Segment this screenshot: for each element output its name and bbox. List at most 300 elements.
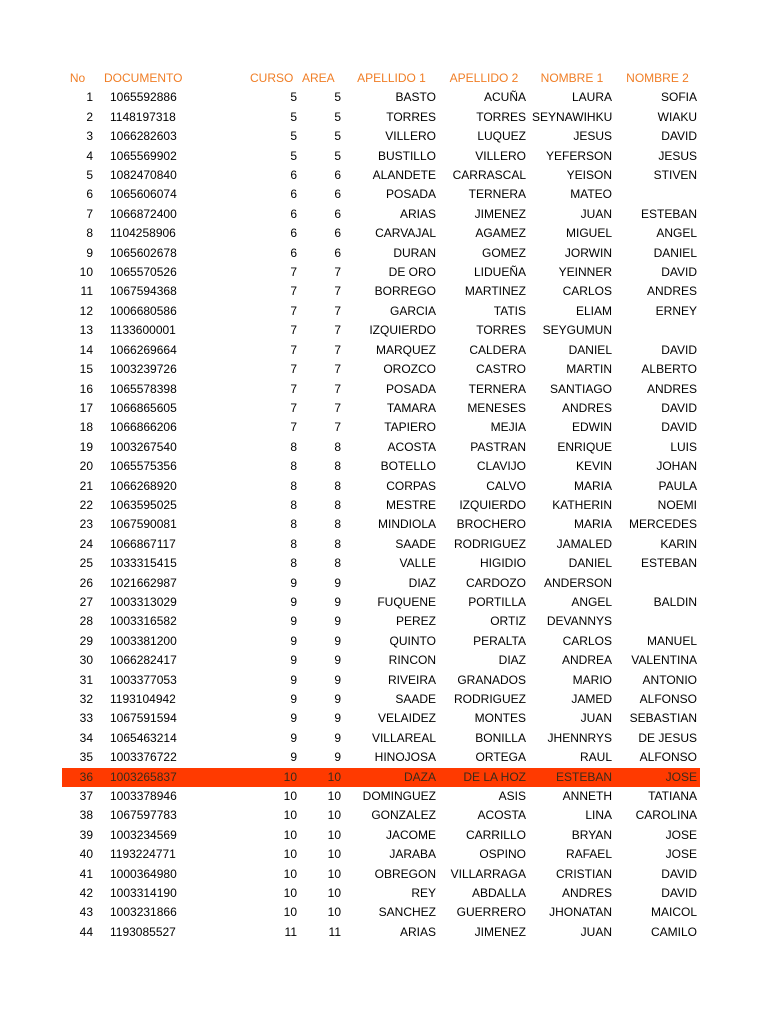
cell-area: 5 bbox=[334, 148, 341, 163]
cell-curso: 9 bbox=[290, 614, 297, 629]
cell-curso: 5 bbox=[290, 129, 297, 144]
cell-apellido-2: GRANADOS bbox=[457, 672, 526, 687]
cell-apellido-1: MESTRE bbox=[385, 497, 436, 512]
cell-apellido-2: TORRES bbox=[476, 109, 526, 124]
cell-apellido-2: CARDOZO bbox=[466, 575, 526, 590]
cell-apellido-1: CORPAS bbox=[386, 478, 436, 493]
table-row bbox=[62, 826, 700, 845]
cell-documento: 1066269664 bbox=[110, 342, 177, 357]
cell-nombre-1: YEISON bbox=[566, 168, 612, 183]
cell-no: 17 bbox=[79, 400, 93, 415]
cell-no: 31 bbox=[79, 672, 93, 687]
cell-apellido-1: TORRES bbox=[386, 109, 436, 124]
cell-documento: 1065592886 bbox=[110, 90, 177, 105]
cell-nombre-2: ESTEBAN bbox=[640, 206, 697, 221]
cell-nombre-2: ANTONIO bbox=[642, 672, 697, 687]
cell-apellido-2: ORTEGA bbox=[475, 750, 526, 765]
cell-nombre-2: DAVID bbox=[661, 129, 697, 144]
cell-nombre-1: MIGUEL bbox=[565, 226, 612, 241]
header-area: AREA bbox=[302, 71, 335, 85]
cell-apellido-1: MARQUEZ bbox=[376, 342, 436, 357]
cell-area: 9 bbox=[334, 672, 341, 687]
cell-apellido-2: VILLARRAGA bbox=[450, 866, 526, 881]
cell-apellido-2: HIGIDIO bbox=[479, 556, 526, 571]
cell-curso: 8 bbox=[290, 556, 297, 571]
cell-nombre-1: DANIEL bbox=[568, 342, 612, 357]
cell-nombre-1: ANDRES bbox=[561, 886, 612, 901]
table-row bbox=[62, 244, 700, 263]
cell-nombre-1: JORWIN bbox=[564, 245, 612, 260]
cell-nombre-1: LINA bbox=[585, 808, 612, 823]
cell-nombre-1: LAURA bbox=[571, 90, 612, 105]
table-row bbox=[62, 787, 700, 806]
cell-apellido-2: MEJIA bbox=[490, 420, 526, 435]
table-row bbox=[62, 185, 700, 204]
cell-no: 32 bbox=[79, 692, 93, 706]
cell-apellido-1: GARCIA bbox=[389, 303, 436, 318]
cell-area: 10 bbox=[327, 847, 341, 862]
cell-documento: 1065569902 bbox=[110, 148, 177, 163]
cell-apellido-1: SANCHEZ bbox=[378, 905, 436, 920]
cell-no: 6 bbox=[86, 187, 93, 202]
cell-apellido-2: CLAVIJO bbox=[476, 459, 526, 474]
header-no: No bbox=[69, 71, 86, 85]
cell-nombre-2: DAVID bbox=[661, 866, 697, 881]
cell-apellido-1: SAADE bbox=[395, 692, 436, 706]
cell-no: 1 bbox=[86, 90, 93, 105]
cell-apellido-2: ACUÑA bbox=[483, 90, 526, 105]
cell-no: 2 bbox=[86, 109, 93, 124]
cell-nombre-2: TATIANA bbox=[648, 789, 697, 804]
cell-documento: 1063595025 bbox=[110, 497, 177, 512]
cell-area: 10 bbox=[300, 768, 344, 787]
table-row bbox=[62, 729, 700, 748]
cell-documento: 1003234569 bbox=[110, 827, 177, 842]
cell-area: 9 bbox=[334, 594, 341, 609]
cell-apellido-1: HINOJOSA bbox=[374, 750, 436, 765]
cell-no: 16 bbox=[79, 381, 93, 396]
cell-nombre-2: PAULA bbox=[658, 478, 697, 493]
cell-nombre-1: JHENNRYS bbox=[547, 730, 612, 745]
cell-apellido-2: BROCHERO bbox=[456, 517, 526, 532]
cell-apellido-1: BORREGO bbox=[374, 284, 436, 299]
cell-documento: 1067594368 bbox=[110, 284, 177, 299]
cell-curso: 7 bbox=[290, 265, 297, 280]
cell-documento: 1066282603 bbox=[110, 129, 177, 144]
cell-area: 6 bbox=[334, 187, 341, 202]
cell-curso: 9 bbox=[290, 672, 297, 687]
cell-curso: 6 bbox=[290, 245, 297, 260]
cell-nombre-1: ANGEL bbox=[571, 594, 612, 609]
table-row bbox=[62, 224, 700, 243]
cell-no: 30 bbox=[79, 653, 93, 668]
cell-curso: 8 bbox=[290, 478, 297, 493]
cell-apellido-1: VILLERO bbox=[385, 129, 436, 144]
cell-no: 36 bbox=[62, 768, 96, 787]
cell-nombre-1: MATEO bbox=[570, 187, 612, 202]
cell-curso: 9 bbox=[290, 653, 297, 668]
cell-documento: 1065463214 bbox=[110, 730, 177, 745]
cell-apellido-1: OBREGON bbox=[374, 866, 436, 881]
cell-documento: 1193104942 bbox=[110, 692, 176, 706]
cell-nombre-1: JESUS bbox=[573, 129, 612, 144]
cell-no: 35 bbox=[79, 750, 93, 765]
cell-area: 10 bbox=[327, 886, 341, 901]
cell-nombre-1: ANNETH bbox=[562, 789, 612, 804]
cell-curso: 10 bbox=[283, 886, 297, 901]
cell-curso: 7 bbox=[290, 303, 297, 318]
cell-apellido-2: LUQUEZ bbox=[477, 129, 526, 144]
table-row bbox=[62, 574, 700, 593]
cell-area: 8 bbox=[334, 517, 341, 532]
cell-nombre-1: RAFAEL bbox=[565, 847, 612, 862]
table-row bbox=[62, 884, 700, 903]
cell-apellido-2: CALVO bbox=[486, 478, 526, 493]
cell-apellido-1: QUINTO bbox=[389, 633, 436, 648]
cell-nombre-2: JOSE bbox=[665, 827, 697, 842]
cell-apellido-1: RIVEIRA bbox=[387, 672, 436, 687]
cell-nombre-2: JOSE bbox=[665, 847, 697, 862]
cell-no: 42 bbox=[79, 886, 93, 901]
header-apellido-1: APELLIDO 1 bbox=[357, 71, 426, 85]
cell-apellido-1: IZQUIERDO bbox=[369, 323, 436, 338]
cell-apellido-1: PEREZ bbox=[395, 614, 436, 629]
student-table bbox=[62, 69, 700, 942]
cell-apellido-1: DE ORO bbox=[388, 265, 436, 280]
table-row bbox=[62, 903, 700, 922]
cell-documento: 1033315415 bbox=[110, 556, 177, 571]
cell-no: 27 bbox=[79, 594, 93, 609]
cell-apellido-1: JACOME bbox=[385, 827, 436, 842]
cell-area: 6 bbox=[334, 206, 341, 221]
cell-no: 26 bbox=[79, 575, 93, 590]
cell-no: 24 bbox=[79, 536, 93, 551]
cell-no: 8 bbox=[86, 226, 93, 241]
cell-apellido-1: MINDIOLA bbox=[377, 517, 436, 532]
cell-curso: 9 bbox=[290, 575, 297, 590]
cell-apellido-2: RODRIGUEZ bbox=[454, 692, 526, 706]
table-row bbox=[62, 380, 700, 399]
cell-apellido-2: CARRASCAL bbox=[452, 168, 526, 183]
cell-nombre-2: JOHAN bbox=[656, 459, 697, 474]
cell-area: 7 bbox=[334, 362, 341, 377]
cell-no: 23 bbox=[79, 517, 93, 532]
header-nombre-2: NOMBRE 2 bbox=[626, 71, 689, 85]
cell-documento: 1082470840 bbox=[110, 168, 177, 183]
cell-documento: 1065570526 bbox=[110, 265, 177, 280]
cell-nombre-2: ALFONSO bbox=[639, 692, 697, 706]
cell-no: 4 bbox=[86, 148, 93, 163]
header-documento: DOCUMENTO bbox=[104, 71, 183, 85]
table-row bbox=[62, 651, 700, 670]
cell-no: 39 bbox=[79, 827, 93, 842]
cell-nombre-2: DANIEL bbox=[653, 245, 697, 260]
cell-nombre-1: CARLOS bbox=[562, 284, 612, 299]
cell-area: 9 bbox=[334, 692, 341, 706]
cell-nombre-1: DEVANNYS bbox=[546, 614, 612, 629]
cell-area: 8 bbox=[334, 439, 341, 454]
cell-nombre-1: JUAN bbox=[580, 206, 612, 221]
table-row bbox=[62, 263, 700, 282]
cell-apellido-2: BONILLA bbox=[475, 730, 526, 745]
cell-nombre-2: ANGEL bbox=[656, 226, 697, 241]
cell-apellido-2: CARRILLO bbox=[465, 827, 526, 842]
cell-documento: 1003239726 bbox=[110, 362, 177, 377]
cell-curso: 7 bbox=[290, 342, 297, 357]
cell-area: 6 bbox=[334, 168, 341, 183]
cell-area: 7 bbox=[334, 265, 341, 280]
cell-no: 11 bbox=[80, 284, 93, 299]
cell-curso: 7 bbox=[290, 284, 297, 299]
cell-documento: 1066282417 bbox=[110, 653, 177, 668]
cell-documento: 1000364980 bbox=[110, 866, 177, 881]
cell-nombre-2: CAMILO bbox=[650, 924, 697, 939]
cell-nombre-2 bbox=[615, 185, 700, 204]
cell-curso: 10 bbox=[283, 827, 297, 842]
table-row bbox=[62, 399, 700, 418]
cell-apellido-1: SAADE bbox=[395, 536, 436, 551]
cell-nombre-2: ERNEY bbox=[655, 303, 697, 318]
cell-apellido-2: LIDUEÑA bbox=[473, 265, 526, 280]
cell-nombre-2: NOEMI bbox=[657, 497, 697, 512]
cell-no: 43 bbox=[79, 905, 93, 920]
cell-documento: 1003376722 bbox=[110, 750, 177, 765]
cell-apellido-1: ALANDETE bbox=[372, 168, 436, 183]
cell-nombre-2: ALFONSO bbox=[639, 750, 697, 765]
cell-nombre-1: MARIA bbox=[573, 478, 612, 493]
cell-documento: 1067597783 bbox=[110, 808, 177, 823]
cell-apellido-1: BASTO bbox=[395, 90, 436, 105]
cell-apellido-1: VILLAREAL bbox=[371, 730, 436, 745]
cell-area: 5 bbox=[334, 109, 341, 124]
cell-apellido-1: OROZCO bbox=[383, 362, 436, 377]
cell-apellido-1: ARIAS bbox=[399, 924, 436, 939]
table-row bbox=[62, 748, 700, 767]
cell-no: 37 bbox=[79, 789, 93, 804]
cell-documento: 1066865605 bbox=[110, 400, 177, 415]
cell-area: 7 bbox=[334, 303, 341, 318]
cell-nombre-1: KATHERIN bbox=[552, 497, 612, 512]
cell-apellido-2: MARTINEZ bbox=[464, 284, 526, 299]
cell-documento: 1003377053 bbox=[110, 672, 177, 687]
cell-area: 7 bbox=[334, 284, 341, 299]
cell-apellido-2: GUERRERO bbox=[456, 905, 526, 920]
cell-apellido-2: PERALTA bbox=[473, 633, 526, 648]
cell-apellido-2: JIMENEZ bbox=[474, 924, 526, 939]
cell-curso: 9 bbox=[290, 730, 297, 745]
cell-apellido-2: VILLERO bbox=[475, 148, 526, 163]
cell-nombre-2: ALBERTO bbox=[641, 362, 697, 377]
cell-documento: 1066866206 bbox=[110, 420, 177, 435]
table-row bbox=[62, 593, 700, 612]
cell-nombre-1: JAMALED bbox=[556, 536, 612, 551]
cell-nombre-1: MARTIN bbox=[566, 362, 612, 377]
cell-apellido-1: FUQUENE bbox=[377, 594, 436, 609]
cell-apellido-1: TAMARA bbox=[386, 400, 436, 415]
cell-nombre-1: JUAN bbox=[580, 711, 612, 726]
cell-no: 29 bbox=[79, 633, 93, 648]
cell-curso: 10 bbox=[283, 905, 297, 920]
cell-apellido-2: ABDALLA bbox=[471, 886, 526, 901]
cell-no: 14 bbox=[79, 342, 93, 357]
cell-nombre-1: MARIO bbox=[572, 672, 612, 687]
cell-nombre-2: SOFIA bbox=[660, 90, 697, 105]
cell-apellido-1: POSADA bbox=[385, 187, 436, 202]
cell-apellido-2: OSPINO bbox=[479, 847, 526, 862]
cell-area: 10 bbox=[327, 866, 341, 881]
cell-apellido-2: TERNERA bbox=[468, 187, 526, 202]
cell-curso: 9 bbox=[290, 750, 297, 765]
cell-documento: 1065606074 bbox=[110, 187, 177, 202]
table-row bbox=[62, 438, 700, 457]
table-row bbox=[62, 341, 700, 360]
cell-documento: 1003267540 bbox=[110, 439, 177, 454]
cell-curso: 7 bbox=[290, 381, 297, 396]
cell-area: 8 bbox=[334, 459, 341, 474]
cell-area: 9 bbox=[334, 711, 341, 726]
table-row bbox=[62, 205, 700, 224]
cell-no: 20 bbox=[79, 459, 93, 474]
table-row bbox=[62, 845, 700, 864]
cell-apellido-1: POSADA bbox=[385, 381, 436, 396]
table-row bbox=[62, 360, 700, 379]
cell-apellido-2: MENESES bbox=[467, 400, 526, 415]
cell-no: 12 bbox=[79, 303, 93, 318]
cell-no: 21 bbox=[79, 478, 93, 493]
table-row bbox=[62, 515, 700, 534]
table-row bbox=[62, 88, 700, 107]
cell-apellido-2: TORRES bbox=[476, 323, 526, 338]
cell-no: 38 bbox=[79, 808, 93, 823]
cell-nombre-1: EDWIN bbox=[572, 420, 612, 435]
cell-documento: 1066867117 bbox=[110, 536, 176, 551]
cell-apellido-1: DAZA bbox=[344, 768, 439, 787]
cell-apellido-2: GOMEZ bbox=[482, 245, 526, 260]
cell-nombre-1: YEINNER bbox=[558, 265, 612, 280]
cell-curso: 7 bbox=[290, 362, 297, 377]
cell-nombre-2: DAVID bbox=[661, 265, 697, 280]
cell-area: 11 bbox=[328, 924, 341, 939]
cell-nombre-1: ENRIQUE bbox=[557, 439, 612, 454]
table-row bbox=[62, 554, 700, 573]
header-nombre-1: NOMBRE 1 bbox=[540, 71, 604, 85]
cell-area: 9 bbox=[334, 653, 341, 668]
cell-documento: 1003316582 bbox=[110, 614, 177, 629]
cell-apellido-2: PASTRAN bbox=[470, 439, 526, 454]
cell-nombre-2: DE JESUS bbox=[638, 730, 697, 745]
table-row bbox=[62, 321, 700, 340]
cell-nombre-1: CARLOS bbox=[562, 633, 612, 648]
cell-curso: 5 bbox=[290, 109, 297, 124]
table-row bbox=[62, 418, 700, 437]
cell-curso: 5 bbox=[290, 90, 297, 105]
cell-nombre-1: ANDREA bbox=[561, 653, 612, 668]
header-curso: CURSO bbox=[250, 71, 294, 85]
cell-nombre-1: ESTEBAN bbox=[529, 768, 615, 787]
cell-apellido-1: BUSTILLO bbox=[377, 148, 436, 163]
cell-apellido-2: PORTILLA bbox=[468, 594, 526, 609]
cell-nombre-2: ANDRES bbox=[646, 284, 697, 299]
cell-apellido-2: RODRIGUEZ bbox=[454, 536, 526, 551]
cell-nombre-1: RAUL bbox=[579, 750, 612, 765]
cell-area: 7 bbox=[334, 323, 341, 338]
cell-nombre-1: SEYNAWIHKU bbox=[532, 109, 613, 124]
cell-apellido-2: DIAZ bbox=[498, 653, 526, 668]
cell-curso: 9 bbox=[290, 594, 297, 609]
cell-apellido-2: ASIS bbox=[498, 789, 526, 804]
cell-curso: 10 bbox=[283, 808, 297, 823]
cell-nombre-2: STIVEN bbox=[653, 168, 697, 183]
cell-area: 5 bbox=[334, 90, 341, 105]
cell-documento: 1133600001 bbox=[110, 323, 176, 338]
table-row bbox=[62, 865, 700, 884]
cell-curso: 10 bbox=[283, 789, 297, 804]
cell-apellido-2: ACOSTA bbox=[477, 808, 526, 823]
cell-nombre-2: LUIS bbox=[670, 439, 697, 454]
table-row-highlighted bbox=[62, 768, 700, 787]
cell-apellido-2: MONTES bbox=[474, 711, 526, 726]
cell-nombre-2 bbox=[615, 321, 700, 340]
cell-nombre-1: CRISTIAN bbox=[555, 866, 612, 881]
cell-nombre-2: DAVID bbox=[661, 342, 697, 357]
cell-apellido-2: ORTIZ bbox=[490, 614, 526, 629]
table-row bbox=[62, 806, 700, 825]
table-row bbox=[62, 302, 700, 321]
cell-documento: 1065575356 bbox=[110, 459, 177, 474]
cell-curso: 8 bbox=[290, 517, 297, 532]
cell-apellido-2: CASTRO bbox=[475, 362, 526, 377]
cell-nombre-2: CAROLINA bbox=[635, 808, 697, 823]
cell-nombre-2: MANUEL bbox=[646, 633, 697, 648]
table-row bbox=[62, 632, 700, 651]
cell-nombre-1: KEVIN bbox=[575, 459, 612, 474]
cell-apellido-1: RINCON bbox=[388, 653, 436, 668]
cell-area: 8 bbox=[334, 556, 341, 571]
table-row bbox=[62, 166, 700, 185]
cell-nombre-2: MERCEDES bbox=[628, 517, 697, 532]
table-row bbox=[62, 457, 700, 476]
cell-documento: 1104258906 bbox=[110, 226, 176, 241]
cell-nombre-1: JUAN bbox=[580, 924, 612, 939]
cell-documento: 1003231866 bbox=[110, 905, 177, 920]
cell-documento: 1006680586 bbox=[110, 303, 177, 318]
cell-nombre-1: DANIEL bbox=[568, 556, 612, 571]
cell-apellido-2: TATIS bbox=[493, 303, 526, 318]
cell-documento: 1021662987 bbox=[110, 575, 177, 590]
cell-documento: 1065578398 bbox=[110, 381, 177, 396]
cell-apellido-1: GONZALEZ bbox=[371, 808, 436, 823]
cell-documento: 1003314190 bbox=[110, 886, 177, 901]
cell-curso: 9 bbox=[290, 711, 297, 726]
cell-apellido-1: DIAZ bbox=[408, 575, 436, 590]
cell-nombre-2 bbox=[615, 612, 700, 631]
cell-documento: 1067591594 bbox=[110, 711, 177, 726]
cell-nombre-2: ESTEBAN bbox=[640, 556, 697, 571]
cell-no: 3 bbox=[86, 129, 93, 144]
cell-area: 9 bbox=[334, 575, 341, 590]
table-row bbox=[62, 709, 700, 728]
cell-area: 7 bbox=[334, 400, 341, 415]
table-row bbox=[62, 612, 700, 631]
cell-area: 9 bbox=[334, 633, 341, 648]
cell-curso: 10 bbox=[283, 866, 297, 881]
cell-no: 25 bbox=[79, 556, 93, 571]
cell-no: 18 bbox=[79, 420, 93, 435]
cell-documento: 1003378946 bbox=[110, 789, 177, 804]
cell-nombre-2: BALDIN bbox=[653, 594, 697, 609]
cell-nombre-2: SEBASTIAN bbox=[629, 711, 697, 726]
cell-no: 10 bbox=[79, 265, 93, 280]
